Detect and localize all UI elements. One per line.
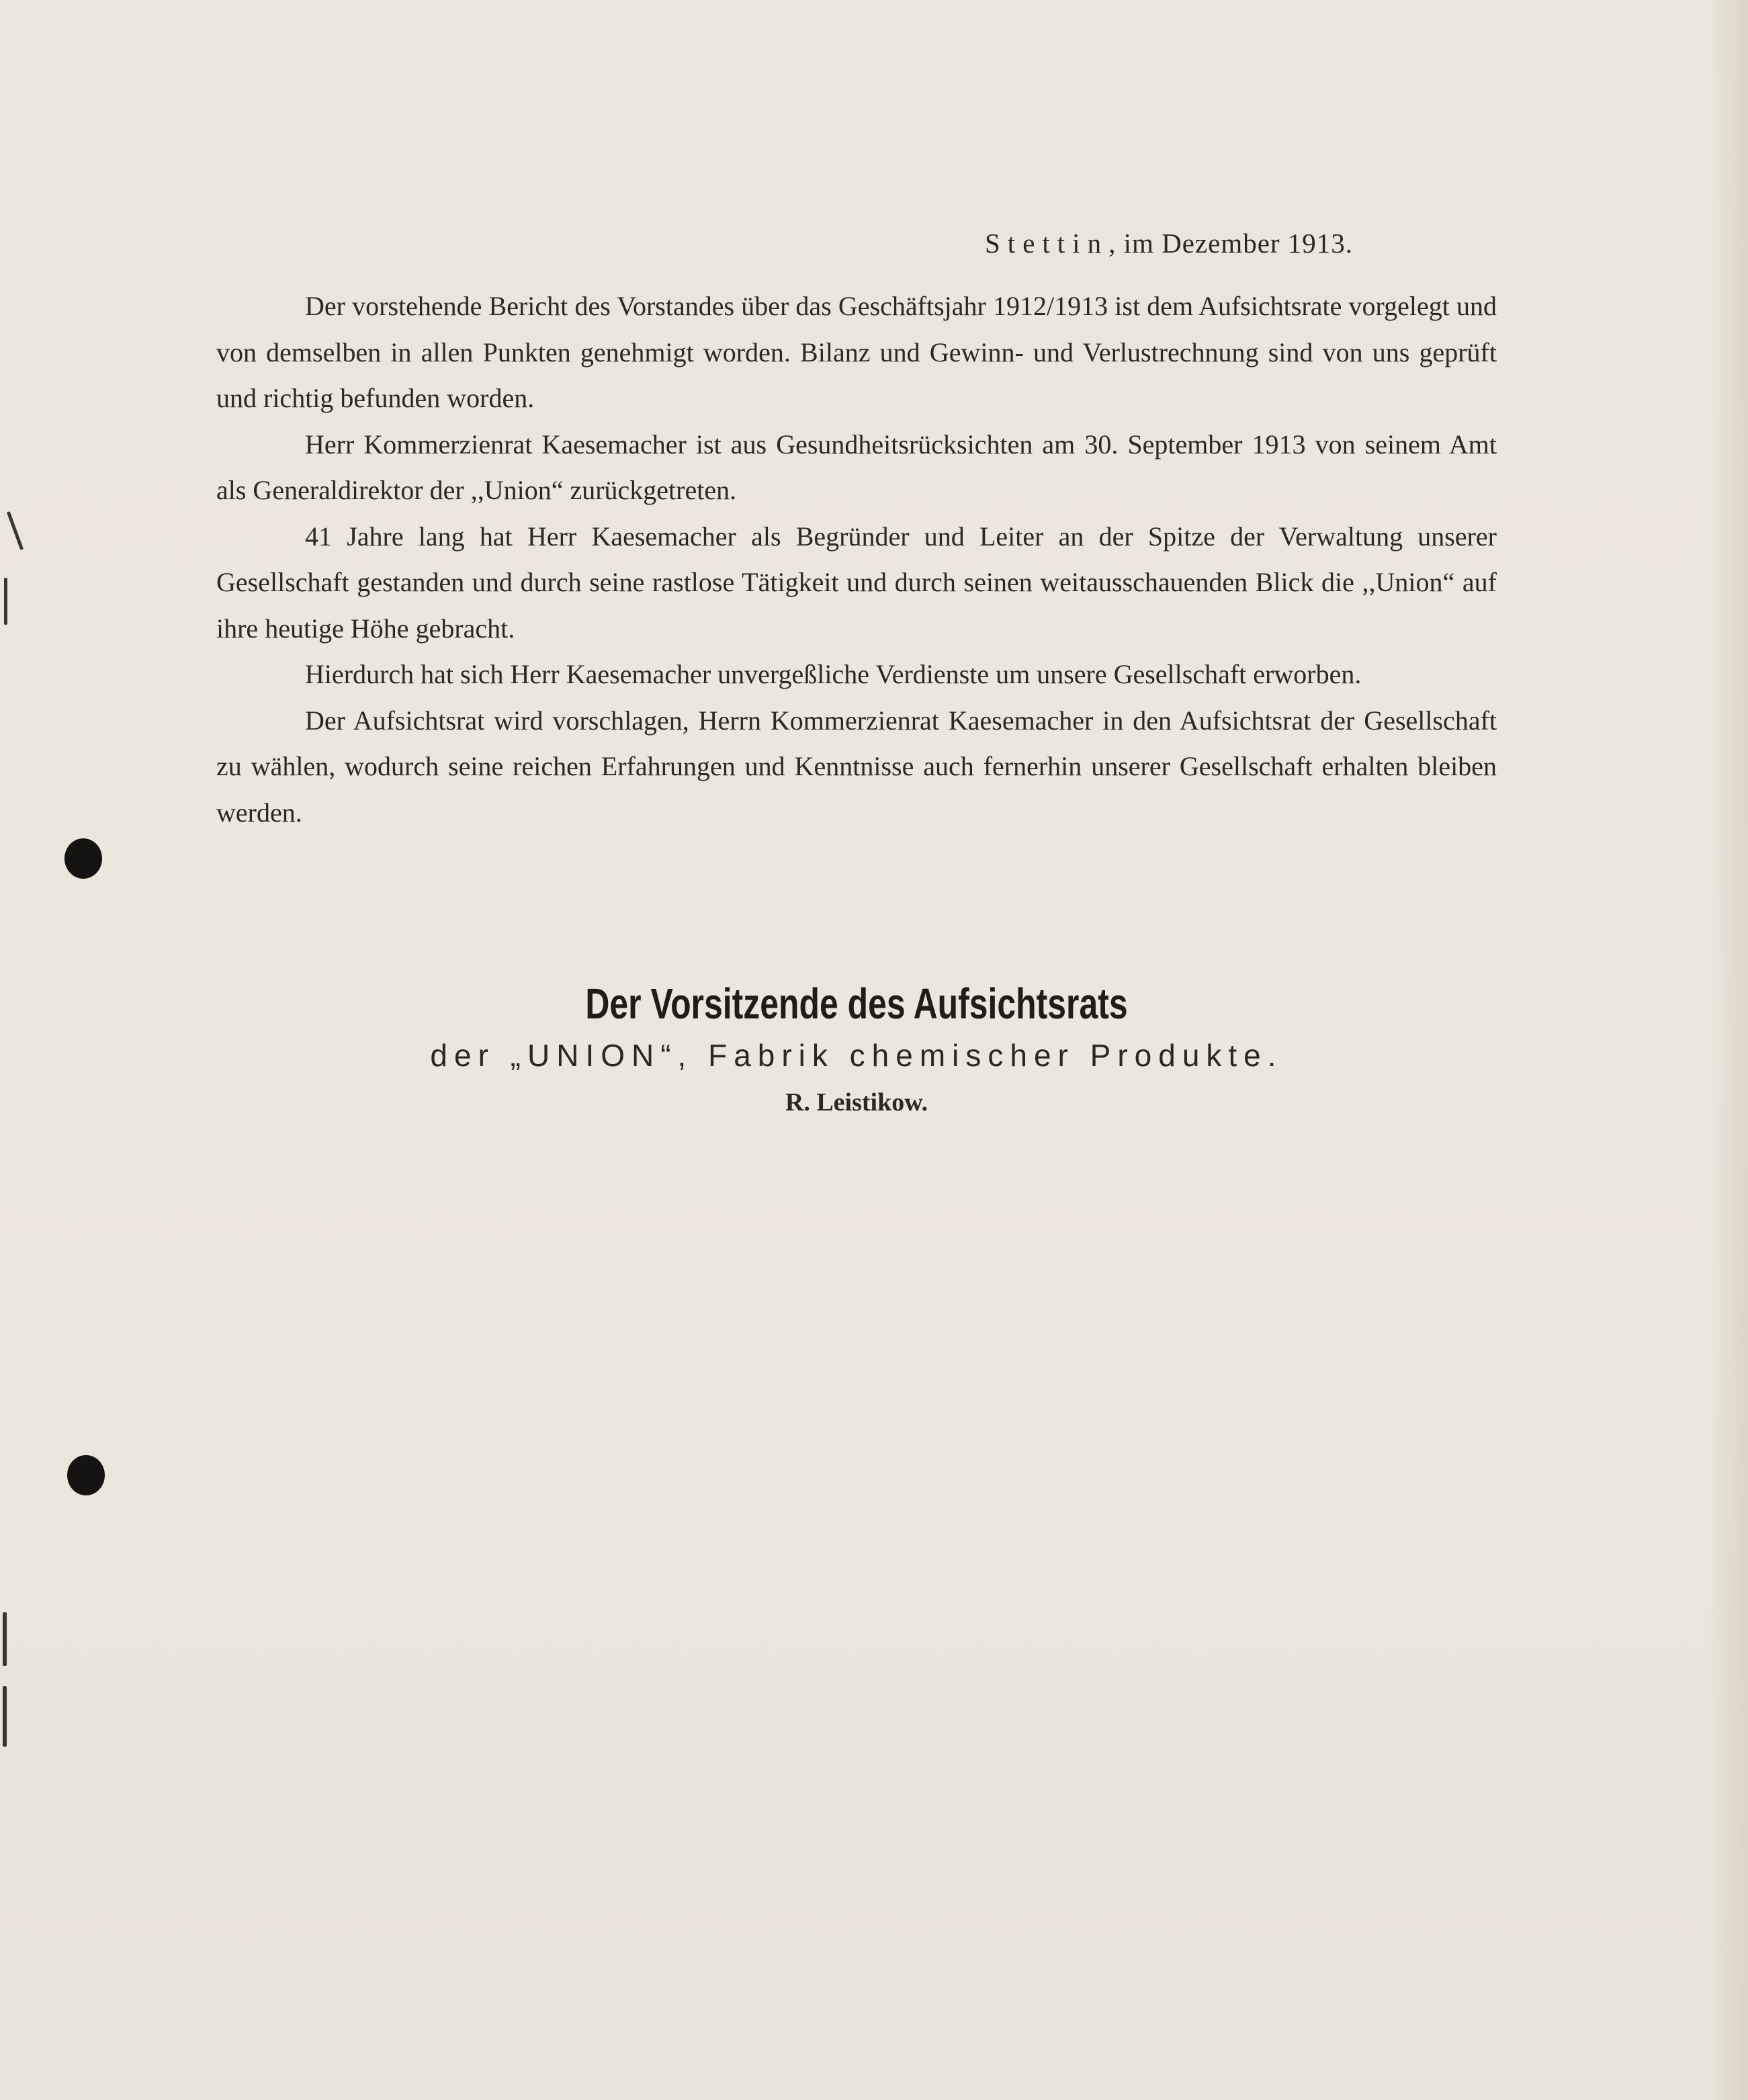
paragraph-report-approval: Der vorstehende Bericht des Vorstandes über das Geschäftsjahr 1912/1913 ist dem Aufsichtsrate vorgelegt und von demselben in allen Punkten genehmigt worden. Bilanz und Gewinn- und Verlustrechnung sind von uns geprüft und richtig befunden worden. — [216, 291, 1497, 413]
signature-company: der „UNION“, Fabrik chemischer Produkte. — [430, 1038, 1283, 1073]
edge-mark-1 — [7, 511, 24, 550]
paragraph-tenure: 41 Jahre lang hat Herr Kaesemacher als Begründer und Leiter an der Spitze der Verwaltung unserer Gesellschaft gestanden und durch seine rastlose Tätigkeit und durch seinen weitausschauenden Blick die ,,Union“ auf ihre heutige Höhe gebracht. — [216, 521, 1497, 644]
punch-hole-lower — [67, 1455, 105, 1495]
edge-mark-4 — [3, 1686, 7, 1747]
paragraph-merits: Hierdurch hat sich Herr Kaesemacher unvergeßliche Verdienste um unsere Gesellschaft erworben. — [305, 659, 1362, 689]
punch-hole-upper — [64, 838, 102, 879]
date-place: Stettin — [985, 228, 1109, 259]
date-text: , im Dezember 1913. — [1108, 228, 1354, 259]
signature-block — [216, 975, 1497, 1126]
edge-mark-2 — [4, 578, 7, 625]
date-line — [985, 227, 1353, 259]
paragraph-resignation: Herr Kommerzienrat Kaesemacher ist aus Gesundheitsrücksichten am 30. September 1913 von seinem Amt als Generaldirektor der ,,Union“ zurückgetreten. — [216, 429, 1497, 505]
signature-name: R. Leistikow. — [785, 1088, 928, 1117]
signature-title: Der Vorsitzende des Aufsichtsrats — [585, 979, 1128, 1028]
letter-body — [216, 283, 1497, 836]
edge-mark-3 — [3, 1612, 7, 1666]
paragraph-proposal: Der Aufsichtsrat wird vorschlagen, Herrn Kommerzienrat Kaesemacher in den Aufsichtsrat der Gesellschaft zu wählen, wodurch seine reichen Erfahrungen und Kenntnisse auch fernerhin unserer Gesellschaft erhalten bleiben werden. — [216, 705, 1497, 828]
